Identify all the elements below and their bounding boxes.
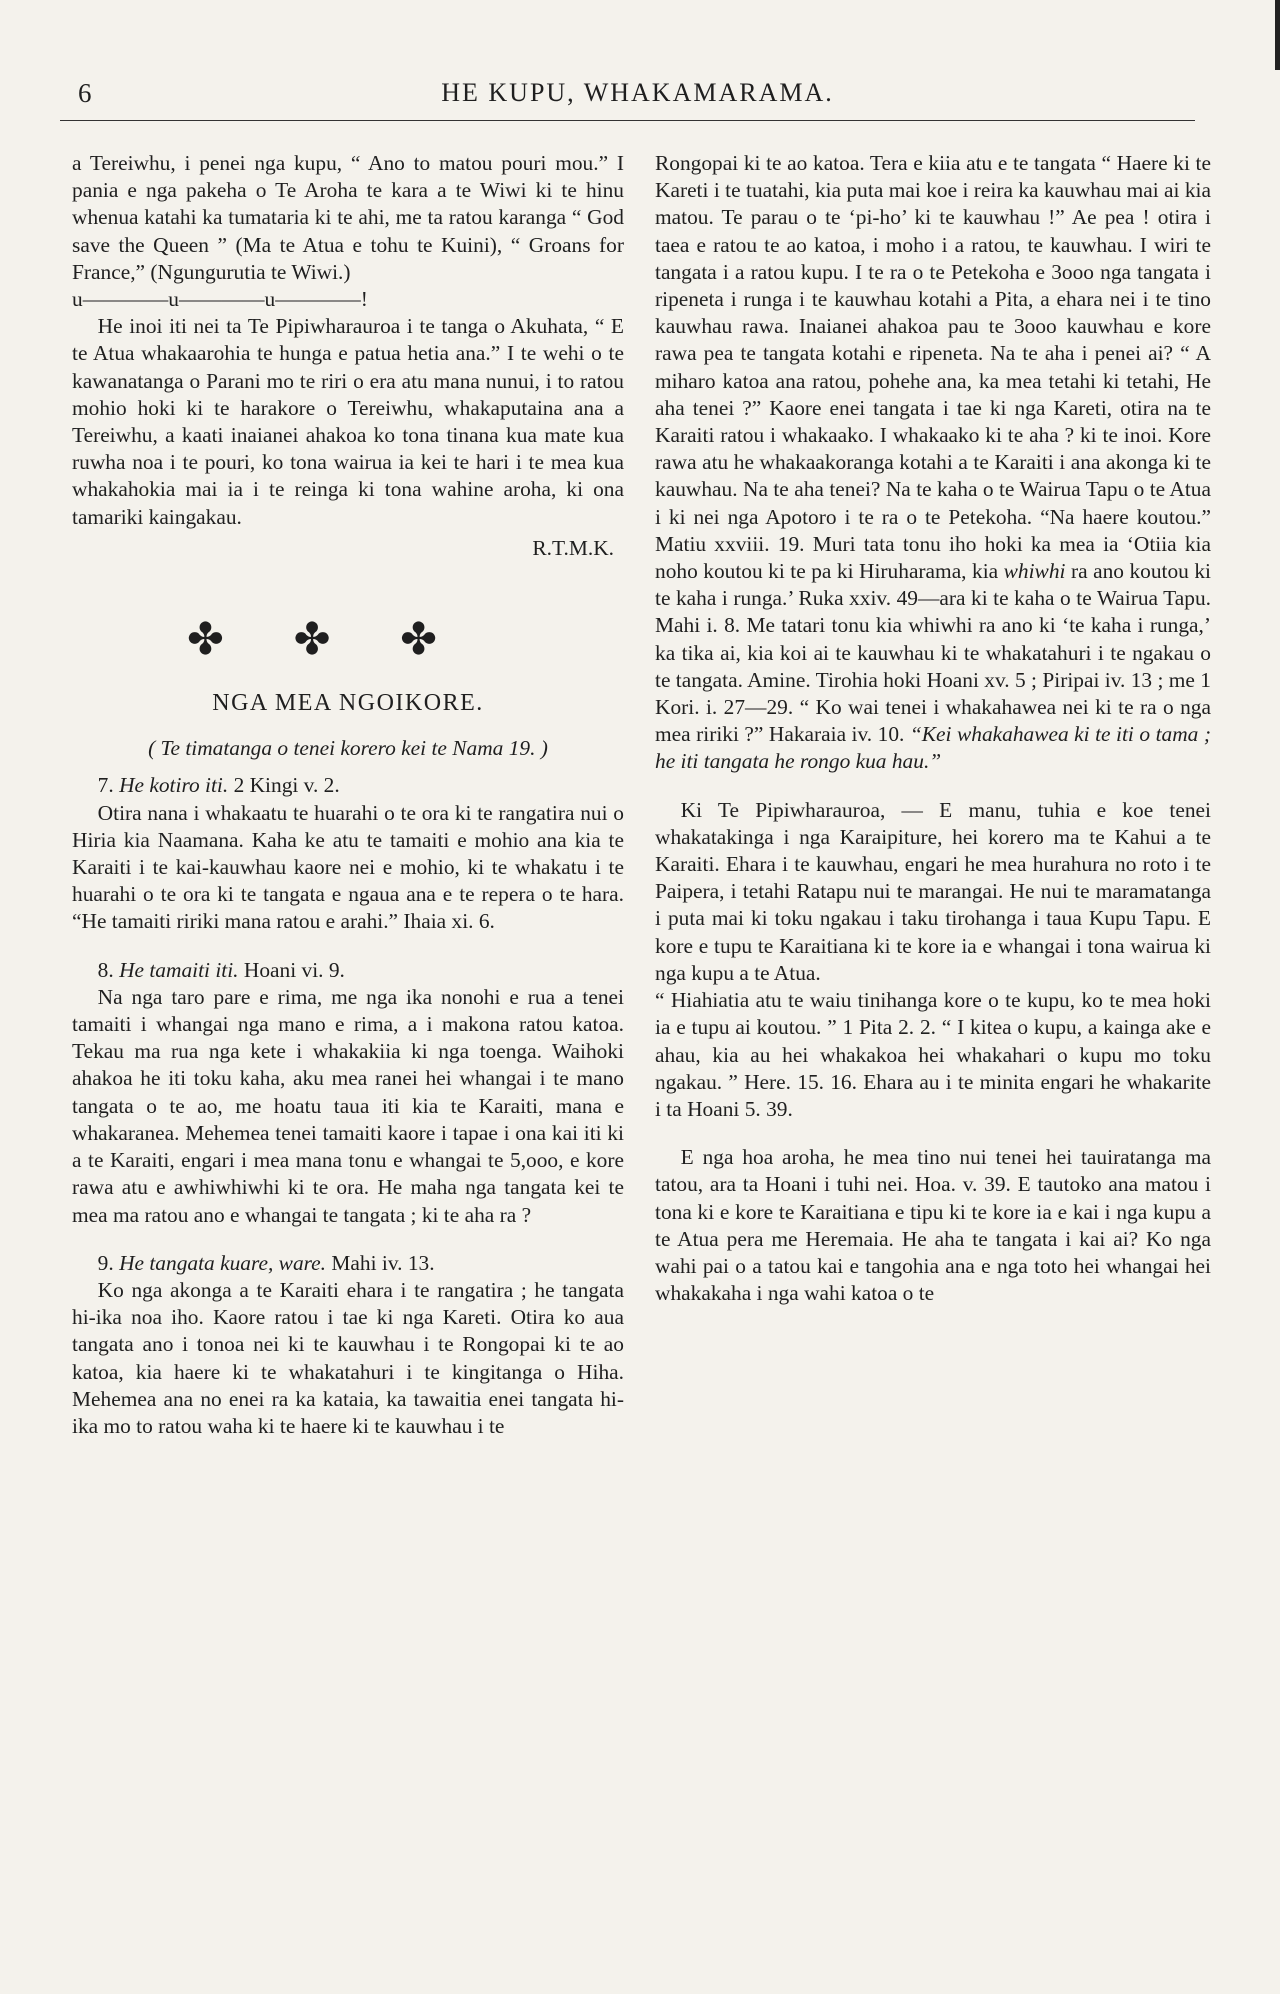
item-reference: Mahi iv. 13. [331,1250,435,1275]
item-heading [72,957,624,984]
item-body: Ko nga akonga a te Karaiti ehara i te rangatira ; he tangata hi-ika noa iho. Kaore ratou i tae ki nga Kareti. Otira ko aua tangata ano i tonoa nei ki te kauwhau i te Rongopai ki te ao katoa, kia haere ki te whakatahuri i te kingitanga o Hiha. Mehemea ana no enei ra ka kataia, ka tawaitia enei tangata hi-ika mo to ratou waha ki te haere ki te kauwhau i te [72,1277,624,1438]
header-rule [60,120,1195,121]
signature: R.T.M.K. [532,535,614,560]
paragraph: E nga hoa aroha, he mea tino nui tenei hei tauiratanga ma tatou, ara ta Hoani i tuhi nei. Hoa. v. 39. E tautoko ana matou i tona ki e kore te Karaitiana e tipu ki te kore ia e kai i nga kupu a te Atua pera me Heremaia. He aha te tangata i kai ai? Ko nga wahi pai o a tatou kai e tangohia ana e nga toto hei whangai hei whakakaha i nga wahi katoa o te [655,1145,1211,1306]
item-number: 8. [97,957,114,982]
quotation: “Kei whakahawea ki te iti o tama ; he iti tangata he rongo kua hau.” [655,722,1211,774]
page-edge-shadow [1275,0,1280,70]
divider-line: u————u————u————! [72,287,368,312]
intro-paragraph: a Tereiwhu, i penei nga kupu, “ Ano to matou pouri mou.” I pania e nga pakeha o Te Aroha te kara a te Wiwi ki te hinu whenua katahi ka tumataria ki te ahi, me ta ratou karanga “ God save the Queen ” (Ma te Atua e tohu te Kuini), “ Groans for France,” (Ngungurutia te Wiwi.) [72,151,624,284]
running-title: HE KUPU, WHAKAMARAMA. [441,78,834,107]
item-title: He tamaiti iti. [119,957,239,982]
item-heading [72,772,624,799]
paragraph [655,150,1211,776]
page-header [70,74,1205,114]
text-run: Rongopai ki te ao katoa. Tera e kiia atu e te tangata “ Haere ki te Kareti i te tuatahi, kia puta mai koe i reira ka kauwhau mai ai kia matou. Te parau o te ‘pi-ho’ ki te kauwhau !” Ae pea ! otira i taea e ratou te ao katoa, i moho i a ratou, te kauwhau. I wiri te tangata i a ratou kupu. I te ra o te Petekoha e 3ooo nga tangata i ripeneta i runga i te kauwhau kotahi a Pita, a ehara nei i te tino kauwhau rawa. Inaianei ahakoa pau te 3ooo kauwhau e kore rawa pea te tangata kotahi e ripeneta. Na te aha i penei ai? “ A miharo katoa ana ratou, pohehe ana, ka mea tetahi ki tetahi, He aha tenei ?” Kaore enei tangata i tae ki nga Kareti, otira na te Karaiti ratou i whakaako. I whakaako ki te aha ? ki te inoi. Kore rawa atu he whakaakoranga kotahi a te Karaiti i ana akonga ki te kauwhau. Na te aha tenei? Na te kaha o te Wairua Tapu o te Atua i ki nei nga Apotoro i te ra o te Petekoha. “Na haere koutou.” Matiu xxviii. 19. Muri tata tonu iho hoki ka mea ia ‘Otiia kia noho koutou ki te pa ki Hiruharama, kia [655,151,1211,584]
left-column [72,150,624,1440]
item-reference: Hoani vi. 9. [243,957,345,982]
paragraph: Ki Te Pipiwharauroa, — E manu, tuhia e koe tenei whakatakinga i nga Karaipiture, hei korero ma te Kahui a te Karaiti. Ehara i te kauwhau, engari he mea hurahura no roto i te Paipera, i tetahi Ratapu nui te marangai. He nui te maramatanga i puta mai ki toku ngakau i taku tirohanga i taua Kupu Tapu. E kore e tupu te Karaitiana ki te kore ia e whangai i tona wairua ki nga kupu a te Atua. [655,797,1211,985]
section-subtitle: ( Te timatanga o tenei korero kei te Nama 19. ) [148,736,548,761]
item-heading [72,1250,624,1277]
ornament-icon: ✤ [293,615,331,665]
emphasis: whiwhi [1003,559,1066,584]
ornament-row [187,615,437,665]
right-column [655,150,1211,1307]
page-number: 6 [78,78,92,108]
item-body: Otira nana i whakaatu te huarahi o te ora ki te rangatira nui o Hiria kia Naamana. Kaha ke atu te tamaiti e mohio ana kia te Karaiti i te kai-kauwhau kaore nei e mohio, ki te whakatu i te huarahi o te ora ki te tangata e ngaua ana e te repera o te hara. “He tamaiti ririki mana ratou e arahi.” Ihaia xi. 6. [72,800,624,934]
ornament-icon: ✤ [400,615,437,665]
item-number: 7. [97,773,114,798]
item-title: He tangata kuare, ware. [119,1250,327,1275]
item-body: Na nga taro pare e rima, me nga ika nonohi e rua a tenei tamaiti i whangai nga mano e rima, a i makona ratou katoa. Tekau ma rua nga kete i whakakiia ki nga toenga. Waihoki ahakoa he iti toku kaha, aku mea ranei hei whangai i te mano tangata o te ao, me hoatu taua iti kia te Karaiti, mana e whakaranea. Mehemea tenei tamaiti kaore i tapae i ona kai iti ki a te Karaiti, engari i mea mana tonu e whangai te 5,ooo, e kore rawa atu e awhiwhiwhi ki te ora. He maha nga tangata kei te mea ma ratou ano e whangai te tangata ; ki te aha ra ? [72,984,624,1227]
section-title: NGA MEA NGOIKORE. [212,690,484,717]
item-title: He kotiro iti. [119,773,229,798]
item-number: 9. [97,1250,114,1275]
text-run: ra ano koutou ki te kaha i runga.’ Ruka xxiv. 49—ara ki te kaha o te Wairua Tapu. Mahi i. 8. Me tatari tonu kia whiwhi ra ano ki ‘te kaha i runga,’ ka tika ai, kia koi ai te kauwhau ki te whakatahuri i te ngakau o te tangata. Amine. Tirohia hoki Hoani xv. 5 ; Piripai iv. 13 ; me 1 Kori. i. 27—29. “ Ko wai tenei i whakahawea nei ki te ra o nga mea ririki ?” Hakaraia iv. 10. [655,559,1211,747]
paragraph: “ Hiahiatia atu te waiu tinihanga kore o te kupu, ko te mea hoki ia e tupu ai koutou. ” 1 Pita 2. 2. “ I kitea o kupu, a kainga ake e ahau, kia au hei whakakoa hei whakahari o kupu mo toku ngakau. ” Here. 15. 16. Ehara au i te minita engari he whakarite i ta Hoani 5. 39. [655,988,1211,1121]
ornament-icon: ✤ [187,615,224,665]
paragraph: He inoi iti nei ta Te Pipiwharauroa i te tanga o Akuhata, “ E te Atua whakaarohia te hunga e patua hetia ana.” I te wehi o te kawanatanga o Parani mo te riri o era atu mana nunui, i to ratou mohio hoki ki te harakore o Tereiwhu, whakaputaina ana a Tereiwhu, a kaati inaianei ahakoa ko tona tinana kua mate kua ruwha noa i te pouri, ko tona wairua ia kei te hari i te mea kua whakahokia mai ia i te reinga ki tona wahine aroha, ki ona tamariki kaingakau. [72,314,624,529]
item-reference: 2 Kingi v. 2. [233,773,340,798]
